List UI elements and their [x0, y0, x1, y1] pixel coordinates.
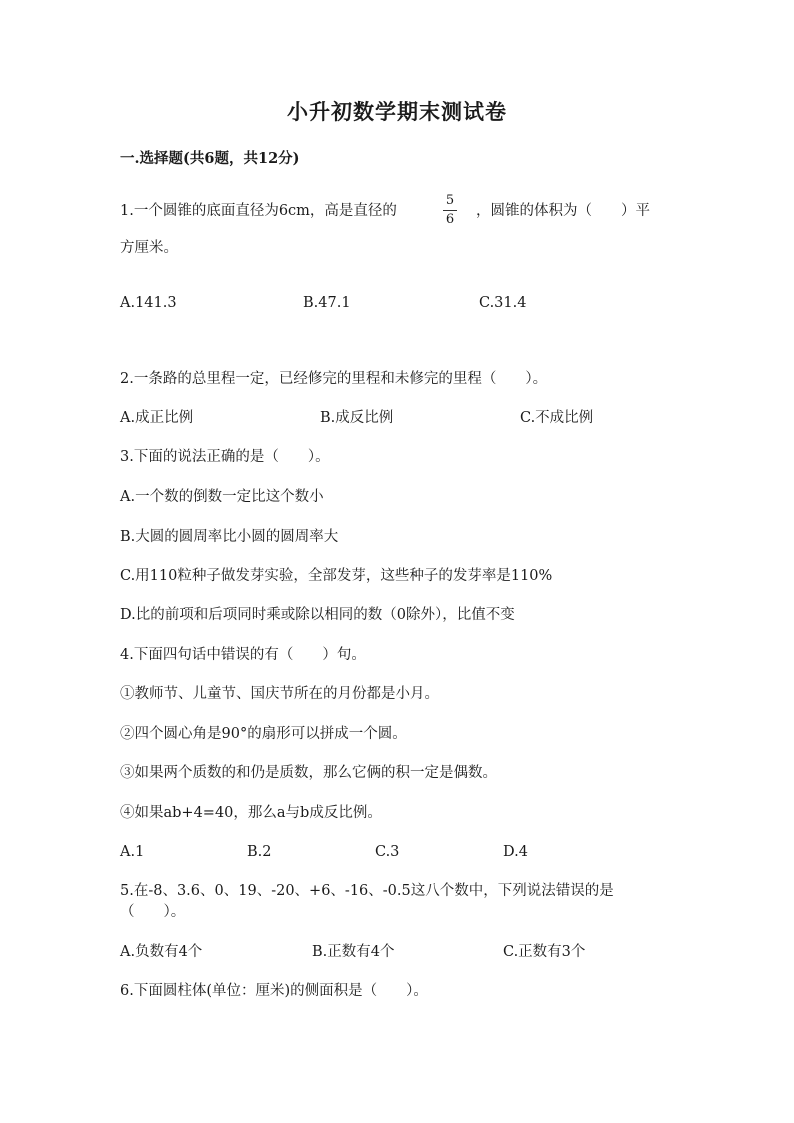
question-6-text: 6.下面圆柱体(单位：厘米)的侧面积是（ ）。 [120, 983, 428, 999]
q4-option-c: C.3 [375, 844, 400, 860]
fraction-bar [443, 210, 457, 211]
fraction-denominator: 6 [445, 212, 455, 227]
question-1-text-cont: 方厘米。 [120, 240, 178, 256]
q3-option-c: C.用110粒种子做发芽实验，全部发芽，这些种子的发芽率是110% [120, 568, 553, 584]
question-5-text-cont: （ ）。 [120, 904, 186, 920]
q4-statement-3: ③如果两个质数的和仍是质数，那么它俩的积一定是偶数。 [120, 765, 497, 781]
section-heading: 一.选择题(共6题，共12分) [120, 150, 300, 167]
q4-statement-1: ①教师节、儿童节、国庆节所在的月份都是小月。 [120, 686, 439, 702]
page-title: 小升初数学期末测试卷 [287, 99, 507, 124]
q2-option-a: A.成正比例 [120, 410, 194, 426]
q2-option-b: B.成反比例 [320, 410, 394, 426]
q4-statement-4: ④如果ab+4=40，那么a与b成反比例。 [120, 805, 382, 821]
q3-option-b: B.大圆的圆周率比小圆的圆周率大 [120, 529, 339, 545]
q5-option-b: B.正数有4个 [312, 944, 395, 960]
q3-option-d: D.比的前项和后项同时乘或除以相同的数（0除外），比值不变 [120, 607, 515, 623]
question-1-text: 1.一个圆锥的底面直径为6cm，高是直径的 [120, 203, 397, 219]
q3-option-a: A.一个数的倒数一定比这个数小 [120, 489, 324, 505]
q2-option-c: C.不成比例 [520, 410, 594, 426]
question-2-text: 2.一条路的总里程一定，已经修完的里程和未修完的里程（ ）。 [120, 371, 548, 387]
q1-option-a: A.141.3 [120, 295, 177, 311]
q4-statement-2: ②四个圆心角是90°的扇形可以拼成一个圆。 [120, 726, 407, 742]
q4-option-d: D.4 [503, 844, 528, 860]
question-1-text-after: ，圆锥的体积为（ ）平 [476, 203, 650, 219]
question-4-text: 4.下面四句话中错误的有（ ）句。 [120, 647, 366, 663]
q5-option-a: A.负数有4个 [120, 944, 203, 960]
q4-option-b: B.2 [247, 844, 272, 860]
q1-option-c: C.31.4 [479, 295, 527, 311]
q4-option-a: A.1 [120, 844, 145, 860]
question-3-text: 3.下面的说法正确的是（ ）。 [120, 449, 330, 465]
question-5-text: 5.在-8、3.6、0、19、-20、+6、-16、-0.5这八个数中，下列说法错误的是 [120, 883, 614, 899]
fraction-5-6 [441, 194, 459, 227]
q5-option-c: C.正数有3个 [503, 944, 586, 960]
q1-option-b: B.47.1 [303, 295, 351, 311]
fraction-numerator: 5 [445, 193, 455, 208]
